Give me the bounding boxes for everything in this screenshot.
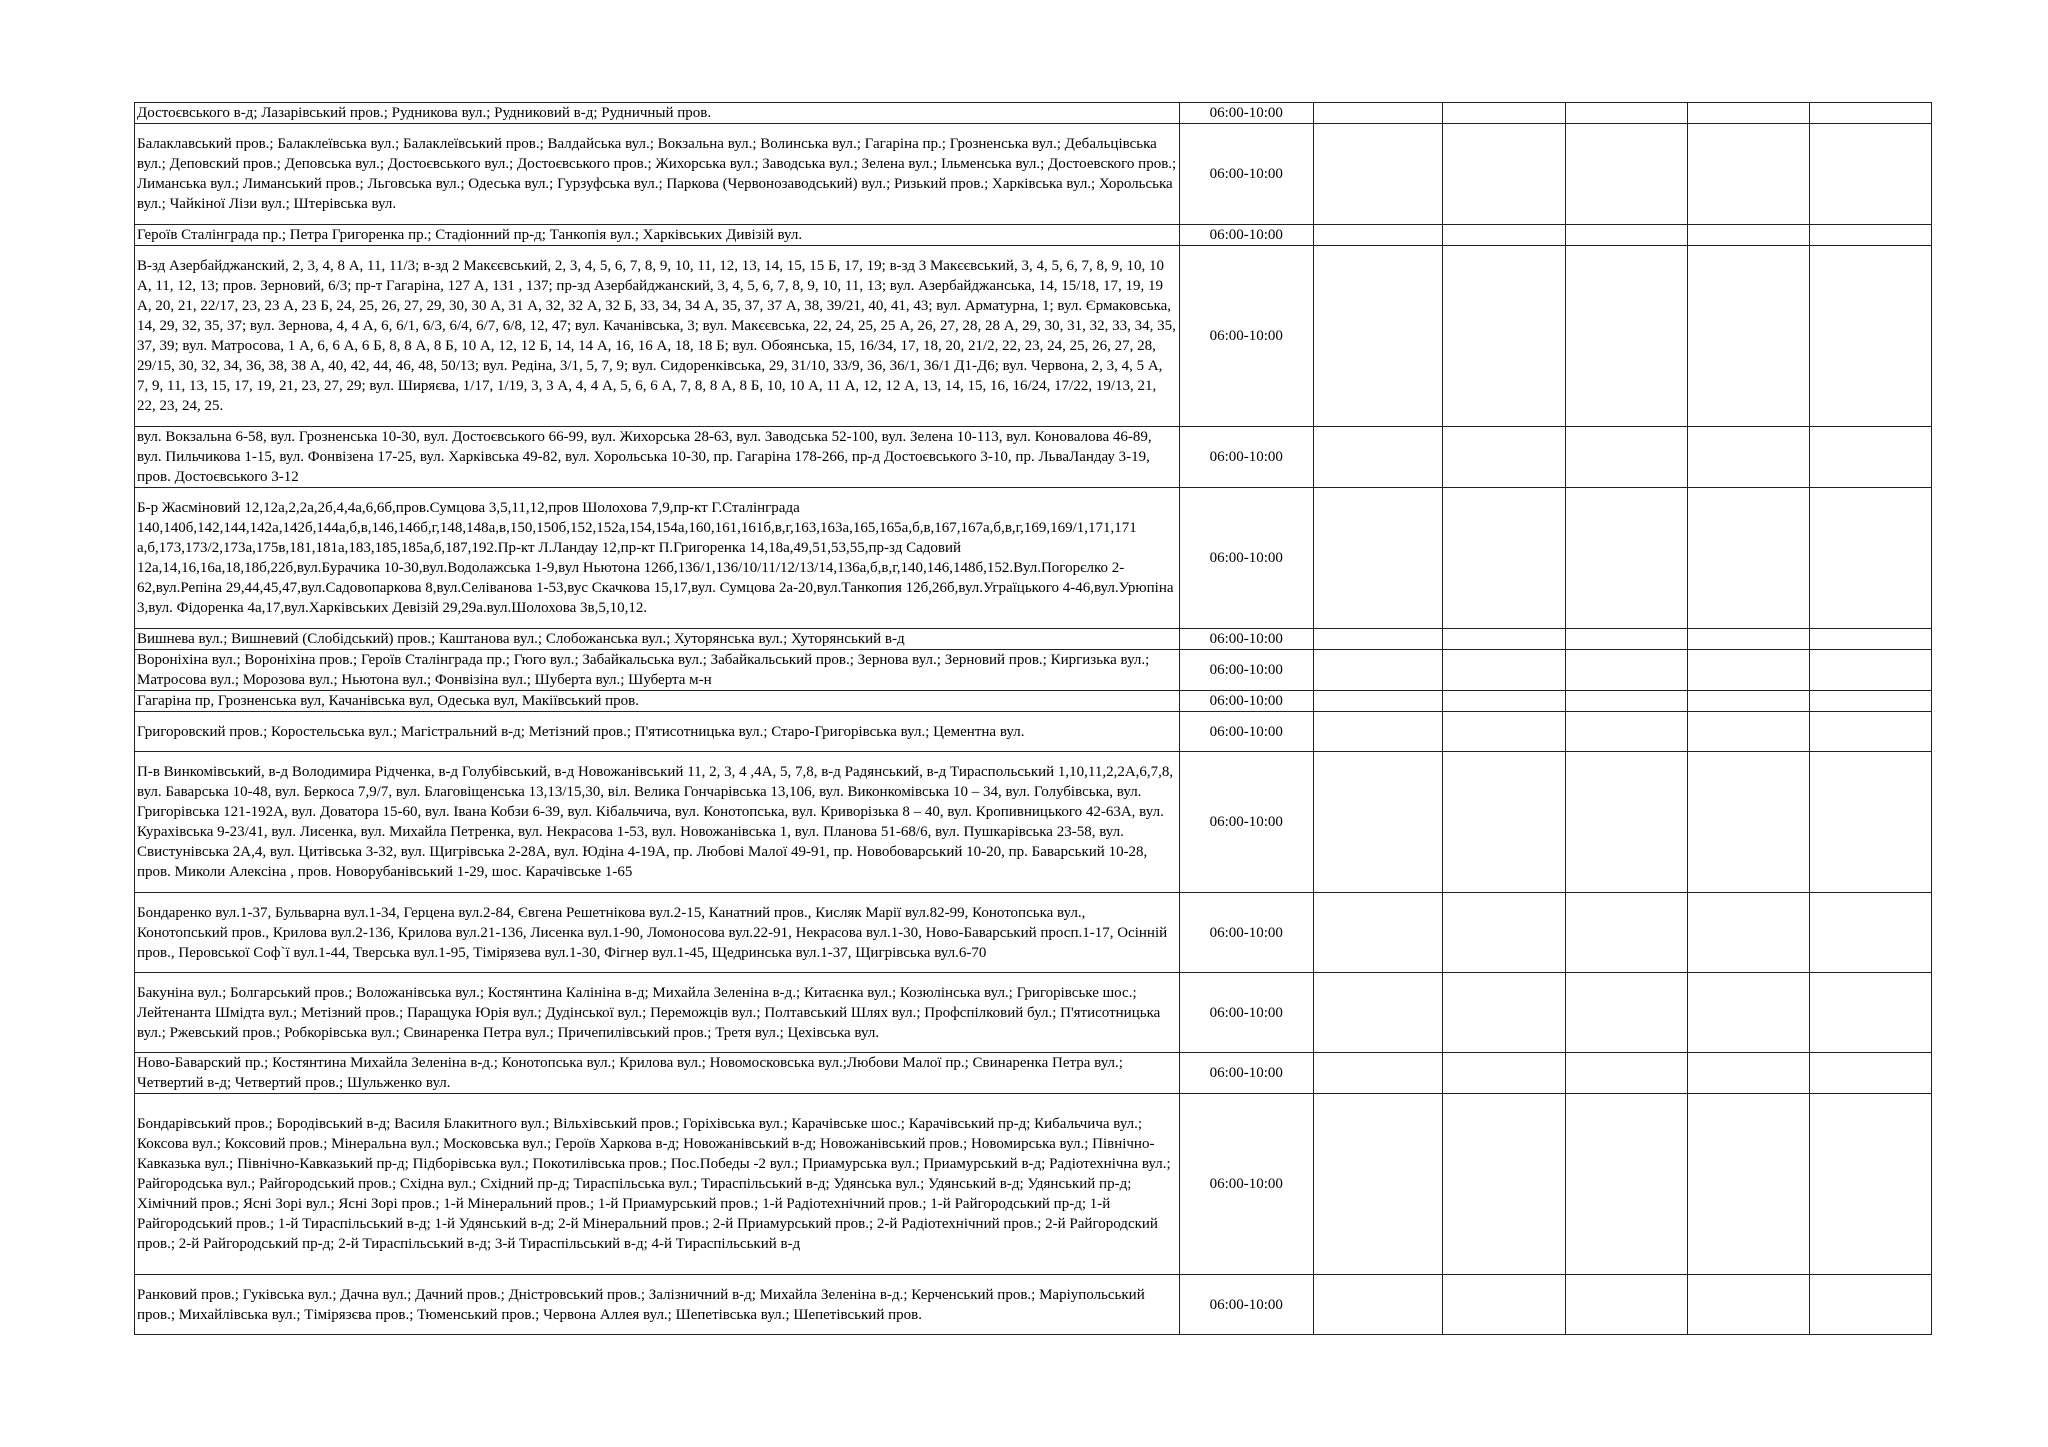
time-cell: 06:00-10:00 xyxy=(1179,103,1313,124)
empty-cell xyxy=(1565,225,1687,246)
empty-cell xyxy=(1809,246,1931,427)
empty-cell xyxy=(1313,1275,1442,1335)
time-cell: 06:00-10:00 xyxy=(1179,1094,1313,1275)
empty-cell xyxy=(1687,488,1809,629)
empty-cell xyxy=(1313,1053,1442,1094)
empty-cell xyxy=(1809,124,1931,225)
empty-cell xyxy=(1565,650,1687,691)
empty-cell xyxy=(1442,650,1565,691)
empty-cell xyxy=(1565,712,1687,752)
empty-cell xyxy=(1313,691,1442,712)
time-cell: 06:00-10:00 xyxy=(1179,973,1313,1053)
empty-cell xyxy=(1442,488,1565,629)
empty-cell xyxy=(1313,712,1442,752)
address-text: Достоєвського в-д; Лазарівський пров.; Рудникова вул.; Рудниковий в-д; Рудничный пров. xyxy=(137,105,712,121)
address-text: Героїв Сталінграда пр.; Петра Григоренка пр.; Стадіонний пр-д; Танкопія вул.; Харківських Дивізій вул. xyxy=(137,227,803,243)
empty-cell xyxy=(1313,1094,1442,1275)
empty-cell xyxy=(1809,488,1931,629)
empty-cell xyxy=(1565,246,1687,427)
empty-cell xyxy=(1442,1094,1565,1275)
empty-cell xyxy=(1809,225,1931,246)
empty-cell xyxy=(1565,752,1687,893)
time-cell: 06:00-10:00 xyxy=(1179,691,1313,712)
empty-cell xyxy=(1313,973,1442,1053)
table-row xyxy=(135,752,1932,893)
address-text: В-зд Азербайджанский, 2, 3, 4, 8 А, 11, 11/3; в-зд 2 Макєєвський, 2, 3, 4, 5, 6, 7, 8, 9, 10, 11, 12, 13, 14, 15, 15 Б, 17, 19; в-зд 3 Макєєвський, 3, 4, 5, 6, 7, 8, 9, 10, 10 А, 11, 12, 13; пров. Зерновий, 6/3; пр-т Гагаріна, 127 А, 131 , 137; пр-зд Азербайджанский, 3, 4, 5, 6, 7, 8, 9, 10, 11, 13; вул. Азербайджанська, 14, 15/18, 17, 19, 19 А, 20, 21, 22/17, 23, 23 А, 23 Б, 24, 25, 26, 27, 29, 30, 30 А, 31 А, 32, 32 А, 32 Б, 33, 34, 34 А, 35, 37, 37 А, 38, 39/21, 40, 41, 43; вул. Арматурна, 1; вул. Єрмаковська, 14, 29, 32, 35, 37; вул. Зернова, 4, 4 А, 6, 6/1, 6/3, 6/4, 6/7, 6/8, 12, 47; вул. Качанівська, 3; вул. Макєєвська, 22, 24, 25, 25 А, 26, 27, 28, 28 А, 29, 30, 31, 32, 33, 34, 35, 37, 39; вул. Матросова, 1 А, 6, 6 А, 6 Б, 8, 8 А, 8 Б, 10 А, 12, 12 Б, 14, 14 А, 16, 16 А, 18, 18 Б; вул. Обоянська, 15, 16/34, 17, 18, 20, 21/2, 22, 23, 24, 25, 26, 27, 28, 29/15, 30, 32, 34, 36, 38, 38 А, 40, 42, 44, 46, 48, 50/13; вул. Редіна, 3/1, 5, 7, 9; вул. Сидоренківська, 29, 31/10, 33/9, 36, 36/1, 36/1 Д1-Д6; вул. Червона, 2, 3, 4, 5 А, 7, 9, 11, 13, 15, 17, 19, 21, 23, 27, 29; вул. Ширяєва, 1/17, 1/19, 3, 3 А, 4, 4 А, 5, 6, 6 А, 7, 8, 8 А, 8 Б, 10, 10 А, 11 А, 12, 12 А, 13, 14, 15, 16, 16/24, 17/22, 19/13, 21, 22, 23, 24, 25. xyxy=(137,258,1176,414)
table-row xyxy=(135,893,1932,973)
table-row xyxy=(135,225,1932,246)
address-text: Б-р Жасміновий 12,12а,2,2а,2б,4,4а,6,6б,пров.Сумцова 3,5,11,12,пров Шолохова 7,9,пр-кт Г.Сталінграда 140,140б,142,144,142а,142б,144а,б,в,146,146б,г,148,148а,в,150,150б,152,152а,154,154а,160,161,161б,в,г,163,163а,165,165а,б,в,167,167а,б,в,г,169,169/1,171,171 а,б,173,173/2,173а,175в,181,181а,183,185,185а,б,187,192.Пр-кт Л.Ландау 12,пр-кт П.Григоренка 14,18а,49,51,53,55,пр-зд Садовий 12а,14,16,16а,18,18б,22б,вул.Бурачика 10-30,вул.Водолажська 1-9,вул Ньютона 126б,136/1,136/10/11/12/13/14,136а,б,в,г,140,146,148б,152.Вул.Погорєлко 2-62,вул.Репіна 29,44,45,47,вул.Садовопаркова 8,вул.Селіванова 1-53,вус Скачкова 15,17,вул. Сумцова 2а-20,вул.Танкопия 12б,26б,вул.Уграїцького 4-46,вул.Урюпіна 3,вул. Фідоренка 4а,17,вул.Харківських Девізій 29,29а.вул.Шолохова 3в,5,10,12. xyxy=(137,500,1174,616)
empty-cell xyxy=(1313,488,1442,629)
empty-cell xyxy=(1809,629,1931,650)
empty-cell xyxy=(1313,246,1442,427)
empty-cell xyxy=(1809,103,1931,124)
empty-cell xyxy=(1565,1094,1687,1275)
address-cell xyxy=(135,1053,1180,1094)
address-cell xyxy=(135,225,1180,246)
empty-cell xyxy=(1313,650,1442,691)
empty-cell xyxy=(1687,893,1809,973)
empty-cell xyxy=(1565,629,1687,650)
empty-cell xyxy=(1442,893,1565,973)
empty-cell xyxy=(1442,225,1565,246)
address-cell xyxy=(135,893,1180,973)
empty-cell xyxy=(1687,225,1809,246)
address-cell xyxy=(135,488,1180,629)
empty-cell xyxy=(1687,1094,1809,1275)
table-row xyxy=(135,1094,1932,1275)
empty-cell xyxy=(1687,1053,1809,1094)
empty-cell xyxy=(1313,427,1442,488)
address-cell xyxy=(135,691,1180,712)
empty-cell xyxy=(1809,893,1931,973)
time-cell: 06:00-10:00 xyxy=(1179,427,1313,488)
table-row xyxy=(135,650,1932,691)
empty-cell xyxy=(1442,1275,1565,1335)
time-cell: 06:00-10:00 xyxy=(1179,629,1313,650)
address-cell xyxy=(135,124,1180,225)
time-cell: 06:00-10:00 xyxy=(1179,225,1313,246)
empty-cell xyxy=(1687,1275,1809,1335)
address-cell xyxy=(135,629,1180,650)
address-text: Вишнева вул.; Вишневий (Слобідський) пров.; Каштанова вул.; Слобожанська вул.; Хуторянська вул.; Хуторянський в-д xyxy=(137,631,905,647)
table-row xyxy=(135,427,1932,488)
time-cell: 06:00-10:00 xyxy=(1179,650,1313,691)
time-cell: 06:00-10:00 xyxy=(1179,124,1313,225)
time-cell: 06:00-10:00 xyxy=(1179,488,1313,629)
address-cell xyxy=(135,246,1180,427)
empty-cell xyxy=(1442,629,1565,650)
empty-cell xyxy=(1687,629,1809,650)
table-row xyxy=(135,246,1932,427)
empty-cell xyxy=(1809,1275,1931,1335)
empty-cell xyxy=(1809,973,1931,1053)
table-row xyxy=(135,712,1932,752)
address-text: П-в Винкомівський, в-д Володимира Рідченка, в-д Голубівський, в-д Новожанівський 11, 2, 3, 4 ,4А, 5, 7,8, в-д Радянський, в-д Тираспольський 1,10,11,2,2А,6,7,8, вул. Баварська 10-48, вул. Беркоса 7,9/7, вул. Благовіщенська 13,13/15,30, віл. Велика Гончарівська 13,106, вул. Виконкомівська 10 – 34, вул. Голубівська, вул. Григорівська 121-192А, вул. Доватора 15-60, вул. Івана Кобзи 6-39, вул. Кібальчича, вул. Конотопська, вул. Криворізька 8 – 40, вул. Кропивницького 42-63А, вул. Курахівська 9-23/41, вул. Лисенка, вул. Михайла Петренка, вул. Некрасова 1-53, вул. Новожанівська 1, вул. Планова 51-68/6, вул. Пушкарівська 23-58, вул. Свистунівська 2А,4, вул. Цитівська 3-32, вул. Щигрівська 2-28А, вул. Юдіна 4-19А, пр. Любові Малої 49-91, пр. Новобоварський 10-20, пр. Баварський 10-28, пров. Миколи Алексіна , пров. Новорубанівський 1-29, шос. Карачівське 1-65 xyxy=(137,764,1174,880)
table-row xyxy=(135,629,1932,650)
table-row xyxy=(135,1275,1932,1335)
table-row xyxy=(135,103,1932,124)
address-text: Гагаріна пр, Грозненська вул, Качанівська вул, Одеська вул, Макіївський пров. xyxy=(137,693,639,709)
empty-cell xyxy=(1565,488,1687,629)
address-text: Бондарівський пров.; Бородівський в-д; Василя Блакитного вул.; Вільхівський пров.; Горіхівська вул.; Карачівське шос.; Карачівський пр-д; Кибальчича вул.; Коксова вул.; Коксовий пров.; Мінеральна вул.; Московська вул.; Героїв Харкова в-д; Новожанівський в-д; Новожанівський пров.; Новомирська вул.; Північно-Кавказька вул.; Північно-Кавказький пр-д; Підборівська вул.; Покотилівська пров.; Пос.Победы -2 вул.; Приамурська вул.; Приамурський в-д; Радіотехнічна вул.; Райгородська вул.; Райгородський пров.; Східна вул.; Східний пр-д; Тираспільська вул.; Тираспільський в-д; Удянська вул.; Удянський в-д; Удянський пр-д; Хімічний пров.; Ясні Зорі вул.; Ясні Зорі пров.; 1-й Мінеральний пров.; 1-й Приамурський пров.; 1-й Радіотехнічний пров.; 1-й Райгородський пр-д; 1-й Райгородський пров.; 1-й Тираспільський в-д; 1-й Удянський в-д; 2-й Мінеральний пров.; 2-й Приамурський пров.; 2-й Радіотехнічний пров.; 2-й Райгородский пров.; 2-й Райгородський пр-д; 2-й Тираспільський в-д; 3-й Тираспільський в-д; 4-й Тираспільський в-д xyxy=(137,1116,1171,1252)
empty-cell xyxy=(1809,691,1931,712)
empty-cell xyxy=(1313,893,1442,973)
table-row xyxy=(135,124,1932,225)
empty-cell xyxy=(1565,973,1687,1053)
table-row xyxy=(135,691,1932,712)
table-row xyxy=(135,973,1932,1053)
empty-cell xyxy=(1442,973,1565,1053)
address-text: вул. Вокзальна 6-58, вул. Грозненська 10-30, вул. Достоєвського 66-99, вул. Жихорська 28-63, вул. Заводська 52-100, вул. Зелена 10-113, вул. Коновалова 46-89, вул. Пильчикова 1-15, вул. Фонвізена 17-25, вул. Харківська 49-82, вул. Хорольська 10-30, пр. Гагаріна 178-266, пр-д Достоєвського 3-10, пр. ЛьваЛандау 3-19, пров. Достоєвського 3-12 xyxy=(137,429,1152,485)
address-text: Ранковий пров.; Гуківська вул.; Дачна вул.; Дачний пров.; Дністровський пров.; Залізничний в-д; Михайла Зеленіна в-д.; Керченський пров.; Маріупольський пров.; Михайлівська вул.; Тімірязєва пров.; Тюменський пров.; Червона Аллея вул.; Шепетівська вул.; Шепетівський пров. xyxy=(137,1286,1145,1323)
empty-cell xyxy=(1442,752,1565,893)
empty-cell xyxy=(1809,650,1931,691)
empty-cell xyxy=(1313,103,1442,124)
outage-schedule-table xyxy=(134,102,1932,1335)
time-cell: 06:00-10:00 xyxy=(1179,893,1313,973)
empty-cell xyxy=(1565,1053,1687,1094)
address-cell xyxy=(135,103,1180,124)
empty-cell xyxy=(1687,691,1809,712)
empty-cell xyxy=(1442,712,1565,752)
address-text: Балаклавський пров.; Балаклеївська вул.; Балаклеївський пров.; Валдайська вул.; Вокзальна вул.; Волинська вул.; Гагаріна пр.; Грозненська вул.; Дебальцівська вул.; Деповский пров.; Деповська вул.; Достоєвського вул.; Достоєвського пров.; Жихорська вул.; Заводська вул.; Зелена вул.; Ільменська вул.; Достоевского пров.; Лиманська вул.; Лиманський пров.; Льговська вул.; Одеська вул.; Гурзуфська вул.; Паркова (Червонозаводський) вул.; Ризький пров.; Харківська вул.; Хорольська вул.; Чайкіної Лізи вул.; Штерівська вул. xyxy=(137,136,1177,212)
address-text: Вороніхіна вул.; Вороніхіна пров.; Героїв Сталінграда пр.; Гюго вул.; Забайкальська вул.; Забайкальський пров.; Зернова вул.; Зерновий пров.; Киргизька вул.; Матросова вул.; Морозова вул.; Ньютона вул.; Фонвізіна вул.; Шуберта вул.; Шуберта м-н xyxy=(137,652,1150,688)
empty-cell xyxy=(1687,103,1809,124)
empty-cell xyxy=(1442,103,1565,124)
empty-cell xyxy=(1442,246,1565,427)
address-cell xyxy=(135,973,1180,1053)
empty-cell xyxy=(1442,1053,1565,1094)
empty-cell xyxy=(1687,124,1809,225)
empty-cell xyxy=(1687,427,1809,488)
empty-cell xyxy=(1313,225,1442,246)
table-row xyxy=(135,1053,1932,1094)
address-text: Григоровский пров.; Коростельська вул.; Магістральний в-д; Метізний пров.; П'ятисотницька вул.; Старо-Григорівська вул.; Цементна вул. xyxy=(137,723,1025,740)
empty-cell xyxy=(1313,752,1442,893)
time-cell: 06:00-10:00 xyxy=(1179,712,1313,752)
empty-cell xyxy=(1565,103,1687,124)
time-cell: 06:00-10:00 xyxy=(1179,1275,1313,1335)
address-text: Бондаренко вул.1-37, Бульварна вул.1-34, Герцена вул.2-84, Євгена Решетнікова вул.2-15, Канатний пров., Кисляк Марії вул.82-99, Конотопська вул., Конотопський пров., Крилова вул.2-136, Крилова вул.21-136, Лисенка вул.1-90, Ломоносова вул.22-91, Некрасова вул.1-30, Ново-Баварський просп.1-17, Осінній пров., Перовської Соф`ї вул.1-44, Тверська вул.1-95, Тімірязева вул.1-30, Фігнер вул.1-45, Щедринська вул.1-37, Щигрівська вул.6-70 xyxy=(137,904,1168,961)
address-cell xyxy=(135,752,1180,893)
empty-cell xyxy=(1687,973,1809,1053)
empty-cell xyxy=(1687,752,1809,893)
table-row xyxy=(135,488,1932,629)
address-text: Бакуніна вул.; Болгарський пров.; Воложанівська вул.; Костянтина Калініна в-д; Михайла Зеленіна в-д.; Китаєнка вул.; Козюлінська вул.; Григорівське шос.; Лейтенанта Шмідта вул.; Метізний пров.; Паращука Юрія вул.; Дудінської вул.; Переможців вул.; Полтавський Шлях вул.; Профспілковий бул.; П'ятисотницька вул.; Ржевський пров.; Робкорівська вул.; Свинаренка Петра вул.; Причепилівський пров.; Третя вул.; Цехівська вул. xyxy=(137,984,1161,1041)
empty-cell xyxy=(1809,712,1931,752)
empty-cell xyxy=(1565,1275,1687,1335)
empty-cell xyxy=(1809,427,1931,488)
empty-cell xyxy=(1809,1053,1931,1094)
time-cell: 06:00-10:00 xyxy=(1179,246,1313,427)
address-cell xyxy=(135,650,1180,691)
empty-cell xyxy=(1809,1094,1931,1275)
address-cell xyxy=(135,712,1180,752)
empty-cell xyxy=(1565,691,1687,712)
empty-cell xyxy=(1687,712,1809,752)
empty-cell xyxy=(1565,893,1687,973)
empty-cell xyxy=(1565,124,1687,225)
time-cell: 06:00-10:00 xyxy=(1179,752,1313,893)
empty-cell xyxy=(1442,124,1565,225)
address-cell xyxy=(135,1094,1180,1275)
time-cell: 06:00-10:00 xyxy=(1179,1053,1313,1094)
address-cell xyxy=(135,427,1180,488)
empty-cell xyxy=(1687,650,1809,691)
empty-cell xyxy=(1442,691,1565,712)
empty-cell xyxy=(1809,752,1931,893)
address-text: Ново-Баварский пр.; Костянтина Михайла Зеленіна в-д.; Конотопська вул.; Крилова вул.; Новомосковська вул.;Любови Малої пр.; Свинаренка Петра вул.; Четвертий в-д; Четвертий пров.; Шульженко вул. xyxy=(137,1055,1123,1091)
address-cell xyxy=(135,1275,1180,1335)
empty-cell xyxy=(1687,246,1809,427)
empty-cell xyxy=(1313,124,1442,225)
empty-cell xyxy=(1565,427,1687,488)
empty-cell xyxy=(1442,427,1565,488)
empty-cell xyxy=(1313,629,1442,650)
